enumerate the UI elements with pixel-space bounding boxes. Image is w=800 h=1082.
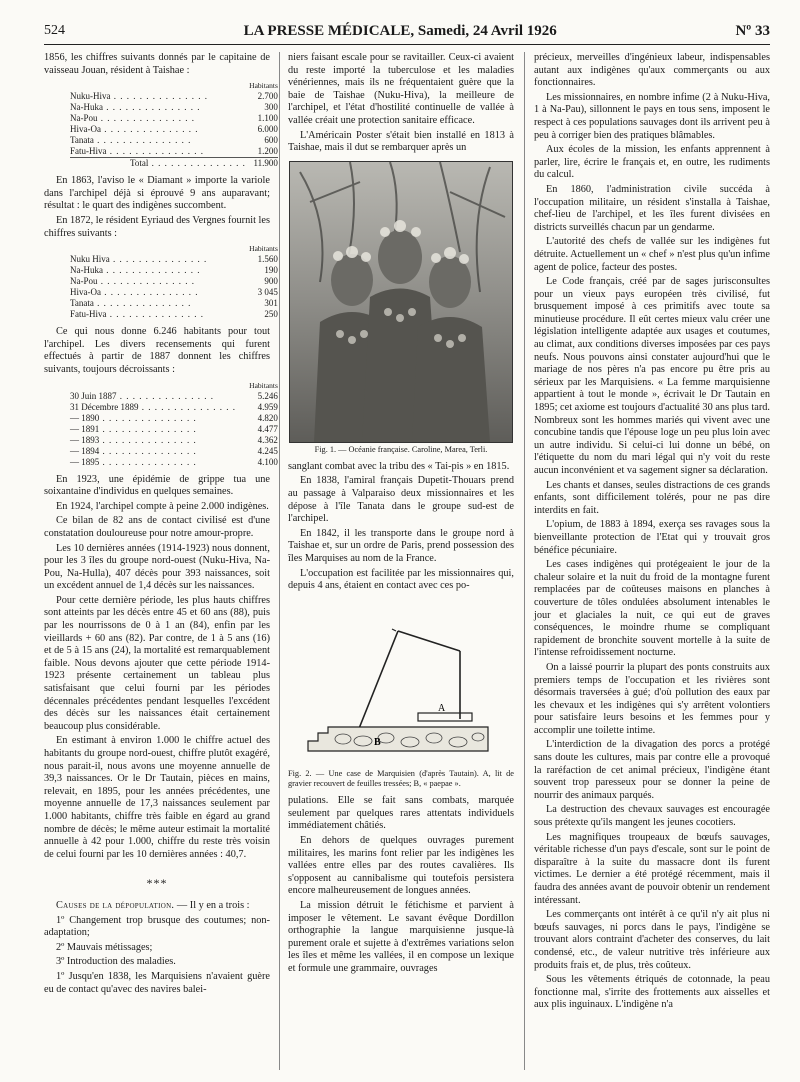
section-separator: *** (146, 876, 168, 891)
table-row (70, 424, 278, 435)
paragraph: En dehors de quelques ouvrages purement militaires, les marins font relier par les indigènes les vallées entre elles par des routes cavalières. Ils s'opposent au cannibalisme qui toutefois persistera encore malheureusement de longues années. (288, 835, 514, 897)
paragraph: En 1923, une épidémie de grippe tua une soixantaine d'individus en quelques semaines. (44, 473, 270, 498)
table-row (70, 135, 278, 146)
row-value: 190 (264, 265, 278, 276)
cause-item: 1º Changement trop brusque des coutumes; non-adaptation; (44, 914, 270, 939)
column-1 (44, 52, 278, 1072)
row-value: 4.959 (257, 401, 278, 412)
paragraph: L'interdiction de la divagation des porcs a protégé sans doute les cultures, mais par contre elle a provoqué la raréfaction de cet animal précieux, l'indigène étant souvent trop paresseux pour se donner la peine de nourrir des animaux parqués. (534, 739, 770, 801)
table-row (70, 435, 278, 446)
table-row (70, 446, 278, 457)
figure-1-caption: Fig. 1. — Océanie française. Caroline, Marea, Terli. (314, 444, 488, 454)
row-label: Hiva-Oa (70, 287, 101, 298)
column-divider (524, 52, 525, 1070)
header-rule (44, 44, 770, 45)
table-row (70, 113, 278, 124)
row-label: Nuku-Hiva (70, 91, 111, 102)
hut-ridge (398, 631, 460, 651)
table-total-row (70, 158, 278, 170)
table-unit: Habitants (249, 380, 278, 390)
total-label: Total (130, 158, 149, 169)
row-value: 4.820 (257, 412, 278, 423)
paragraph: En estimant à environ 1.000 le chiffre actuel des habitants du groupe nord-ouest, chiffre plutôt exagéré, nous parait-il, nous avons une moyenne annuelle de 39,3 naissances. Or le Dr Tautain, pièces en mains, relevait, en 1895, pour les années précédentes, une moyenne annuelle de 17,3 naissances seulement par 1.000 habitants, chiffre très faible en égard au grand nombre de décès; le même auteur estimait la mortalité annuelle à 42 pour 1.000, chiffre du reste très voisin de celui fourni par les 10 dernières années : 40,7. (44, 735, 270, 860)
page-number: 524 (44, 23, 65, 38)
paragraph: En 1842, il les transporte dans le groupe nord à Taishae et, sur un ordre de Paris, prend possession des îles Marquises au nom de la France. (288, 527, 514, 564)
paragraph: niers faisant escale pour se ravitailler. Ceux-ci avaient du reste importé la tuberculose et les maladies vénériennes, mais ils ne fréquentaient guère que la baie de Taishae (Nuku-Hiva), la meilleure de l'archipel, et l'état d'hostilité continuelle de vallée à vallée créait une protection sanitaire efficace. (288, 52, 514, 126)
paragraph: 1º Jusqu'en 1838, les Marquisiens n'avaient guère eu de contact qu'avec des navires balei- (44, 970, 270, 995)
paragraph: Ce bilan de 82 ans de contact civilisé est d'une constatation douloureuse pour notre amour-propre. (44, 515, 270, 539)
row-value: 3 045 (257, 287, 278, 298)
row-label: — 1894 (70, 445, 100, 456)
table-row (70, 265, 278, 276)
row-value: 1.560 (257, 254, 278, 265)
paragraph: La mission détruit le fétichisme et parvient à imposer le vêtement. Le savant évêque Dordillon orthographie la langue marquisienne jusque-là purement orale et sujette à d'extrêmes variations selon les îles et même les vallées, il en compose un lexique et formule une grammaire, ouvrages (288, 900, 514, 974)
gravel-bed (418, 713, 472, 721)
row-value: 1.200 (257, 146, 278, 157)
row-value: 6.000 (257, 124, 278, 135)
row-label: 31 Décembre 1889 (70, 401, 139, 412)
causes-paragraph (44, 900, 270, 913)
paragraph: On a laissé pourrir la plupart des ponts construits aux premiers temps de l'occupation et les rivières sont désormais traversées à gué; d'où pollution des eaux par les chevaux et les indigènes qui s'y arrêtent volontiers pour satisfaire leurs besoins et les femmes pour y accomplir une toilette intime. (534, 661, 770, 736)
paragraph: Aux écoles de la mission, les enfants apprennent à parler, lire, écrire le français et, en outre, les rudiments du calcul. (534, 144, 770, 181)
paragraph: Les 10 dernières années (1914-1923) nous donnent, pour les 3 îles du groupe nord-ouest (Nuku-Hiva, Na-Pou, Na-Hulla), 407 décès pour 393 naissances, soit un excédent annuel de 1,4 décès sur les naissances. (44, 542, 270, 592)
row-label: Fatu-Hiva (70, 309, 107, 320)
table-row (70, 276, 278, 287)
paragraph: En 1872, le résident Eyriaud des Vergnes fournit les chiffres suivants : (44, 214, 270, 239)
paragraph: En 1838, l'amiral français Dupetit-Thouars prend au passage à Valparaiso deux missionnaires et les dépose à l'île Tanata dans le groupe sud-est de l'archipel. (288, 475, 514, 525)
paragraph: L'opium, de 1883 à 1894, exerça ses ravages sous la bienveillante protection de l'Etat qui y trouvait gros bénéfice pécuniaire. (534, 519, 770, 556)
table-row (70, 402, 278, 413)
table-row (70, 254, 278, 265)
paragraph: En 1863, l'aviso le « Diamant » importe la variole dans l'archipel déjà si éprouvé 9 ans auparavant; résultat : le quart des indigènes succombent. (44, 175, 270, 212)
causes-heading: Causes de la dépopulation. (56, 899, 175, 911)
census-table (70, 380, 278, 468)
hut-diagram (288, 601, 514, 761)
row-label: — 1893 (70, 434, 100, 445)
row-value: 4.245 (257, 445, 278, 456)
row-value: 5.246 (257, 390, 278, 401)
table-row (70, 309, 278, 320)
total-value: 11.900 (246, 158, 278, 170)
label-a: A (438, 702, 446, 714)
paragraph: Sous les vêtements étriqués de cotonnade, la peau fonctionne mal, s'irrite des frottements aux aisselles et aux plis inguinaux. L'indigène n'a (534, 974, 770, 1011)
row-label: — 1895 (70, 456, 100, 467)
paragraph: Les missionnaires, en nombre infime (2 à Nuku-Hiva, 1 à Na-Pau), sillonnent le pays en tous sens, imposent le respect à ces populations sauvages dont ils arrivent peu à peu à corriger bien des pratiques blâmables. (534, 91, 770, 141)
page-header (44, 20, 770, 42)
cause-item: 3º Introduction des maladies. (56, 956, 176, 968)
column-divider (279, 52, 280, 1070)
population-table-1872 (70, 243, 278, 320)
journal-title: LA PRESSE MÉDICALE, Samedi, 24 Avril 1926 (243, 22, 557, 39)
table-row (70, 102, 278, 113)
paragraph: L'Américain Poster s'était bien installé en 1813 à Taishae, mais il dut se rembarquer après un (288, 129, 514, 154)
paragraph: Les cases indigènes qui protégeaient le jour de la chaleur solaire et la nuit du froid de la montagne furent remplacées par de coûteuses maisons en planches à couverture de tôles ondulées absolument intenables le jour et glaciales la nuit, ce qui eut de graves conséquences, le moindre rhume se compliquant rapidement de bronchite souvent mortelle à la suite de l'intense refroidissement nocturne. (534, 559, 770, 659)
table-row (70, 91, 278, 102)
paragraph: La destruction des chevaux sauvages est encouragée sous prétexte qu'ils mangent les jeunes cocotiers. (534, 804, 770, 829)
paragraph: pulations. Elle se fait sans combats, marquée seulement par quelques rares attentats individuels immédiatement châtiés. (288, 795, 514, 832)
paragraph: L'occupation est facilitée par les missionnaires qui, depuis 4 ans, étaient en contact avec ces po- (288, 567, 514, 592)
row-label: Na-Huka (70, 265, 103, 276)
issue-number: Nº 33 (735, 22, 770, 39)
row-label: — 1890 (70, 412, 100, 423)
row-value: 2.700 (257, 91, 278, 102)
row-value: 600 (264, 135, 278, 146)
paragraph: En 1860, l'administration civile succéda à l'occupation militaire, un résident s'installa à Taishae, chef-lieu de l'archipel, et les îles furent divisées en districts surveillés chacun par un gendarme. (534, 183, 770, 233)
row-label: Tanata (70, 298, 94, 309)
population-table-1856 (70, 80, 278, 169)
paragraph: sanglant combat avec la tribu des « Tai-pis » en 1815. (288, 460, 510, 472)
row-value: 4.477 (257, 423, 278, 434)
row-label: Fatu-Hiva (70, 146, 107, 157)
row-label: Na-Pou (70, 276, 98, 287)
paragraph: Les chants et danses, seules distractions de ces grands enfants, sont difficilement tolérés, pour ne pas dire interdits en fait. (534, 479, 770, 516)
table-row (70, 146, 278, 158)
row-value: 900 (264, 276, 278, 287)
paragraph: Pour cette dernière période, les plus hauts chiffres sont atteints par les décès entre 45 et 60 ans (88), puis par les nourrissons de 0 à 1 an (84), enfin par les vieillards + 60 ans (82). Par contre, de 1 à 5 ans (16) et de 5 à 15 ans (24), la mortalité est remarquablement faible. Nous devons ajouter que cette période 1914-1923 présente certainement un tableau plus satisfaisant que celui fourni par les périodes décennales précédentes pendant lesquelles l'excédent des décès sur les naissances était certainement beaucoup plus considérable. (44, 594, 270, 732)
hut-roof-pole (358, 631, 398, 731)
paragraph: Les magnifiques troupeaux de bœufs sauvages, véritable richesse d'un pays d'escale, sont sur le point de disparaître à la suite du massacre dont ils furent victimes. Le dernier a été protégé récemment, mais il faudra des années avant de pouvoir obtenir un rendement intéressant. (534, 831, 770, 906)
causes-intro: — Il y en a trois : (176, 899, 250, 911)
photograph-three-women (289, 161, 513, 443)
paragraph: En 1924, l'archipel compte à peine 2.000 indigènes. (56, 500, 269, 512)
paragraph: Les commerçants ont intérêt à ce qu'il n'y ait plus ni bœufs sauvages, ni porcs dans le pays, l'indigène se trouvant alors contraint d'acheter des conserves, du lait condensé, etc., de valeur nutritive très inférieure aux produits frais et, de plus, très coûteux. (534, 909, 770, 971)
label-b: B (374, 736, 381, 748)
paragraph: L'autorité des chefs de vallée sur les indigènes fut détruite. Actuellement un « chef » n'est plus qu'un infime agent de police, facteur des postes. (534, 236, 770, 273)
column-3 (534, 52, 770, 1072)
row-value: 4.362 (257, 434, 278, 445)
cause-item: 2º Mauvais métissages; (56, 941, 153, 953)
photograph-illustration (290, 162, 512, 442)
table-unit: Habitants (249, 244, 278, 254)
row-label: Nuku Hiva (70, 254, 110, 265)
column-2 (288, 52, 514, 1072)
row-value: 4.100 (257, 456, 278, 467)
table-row (70, 298, 278, 309)
row-value: 1.100 (257, 113, 278, 124)
row-value: 301 (264, 298, 278, 309)
row-value: 250 (264, 309, 278, 320)
paragraph: précieux, merveilles d'ingénieux labeur, indispensables autant aux indigènes qu'aux commerçants ou aux fonctionnaires. (534, 52, 770, 89)
table-row (70, 413, 278, 424)
row-label: Na-Pou (70, 113, 98, 124)
table-row (70, 287, 278, 298)
paragraph: Le Code français, créé par de sages jurisconsultes pour un vieux pays européen très civilisé, fut brusquement imposé à ces primitifs avec toute sa minutieuse procédure. Il eût certes mieux valu créer une législation intelligente adaptée aux usages et coutumes, au climat, aux conditions diverses imposées par ces pays neufs. Nous pouvons ainsi constater aujourd'hui que le mariage de nos pères n'a pas encore pu être pris au sérieux par les Marquisiens. « La femme marquisienne appartient à tout le monde », écrivait le Dr Tautain en 1895; cet axiome est toujours d'actualité 30 ans plus tard. Nombreux sont les hommes mariés qui vivent avec une concubine tandis que l'épouse loge un peu plus loin avec un autre individu. Si celui-ci lui donne un bébé, on l'étiquette du nom du mari légal qui n'y voit du reste aucun inconvénient et va sagement signer sa déclaration. (534, 276, 770, 476)
figure-2-caption: Fig. 2. — Une case de Marquisien (d'après Tautain). A, lit de gravier recouvert de feuilles tressées; B, « paepae ». (288, 769, 514, 789)
row-label: Tanata (70, 135, 94, 146)
table-row (70, 457, 278, 468)
row-label: Na-Huka (70, 102, 103, 113)
table-unit: Habitants (249, 81, 278, 91)
row-value: 300 (264, 102, 278, 113)
row-label: Hiva-Oa (70, 124, 101, 135)
row-label: — 1891 (70, 423, 100, 434)
paragraph: 1856, les chiffres suivants donnés par le capitaine de vaisseau Jouan, résident à Taishae : (44, 52, 270, 76)
table-row (70, 391, 278, 402)
paragraph: Ce qui nous donne 6.246 habitants pour tout l'archipel. Les divers recensements qui furent effectués à partir de 1887 donnent les chiffres suivants, toujours décroissants : (44, 326, 270, 375)
table-row (70, 124, 278, 135)
row-label: 30 Juin 1887 (70, 390, 117, 401)
